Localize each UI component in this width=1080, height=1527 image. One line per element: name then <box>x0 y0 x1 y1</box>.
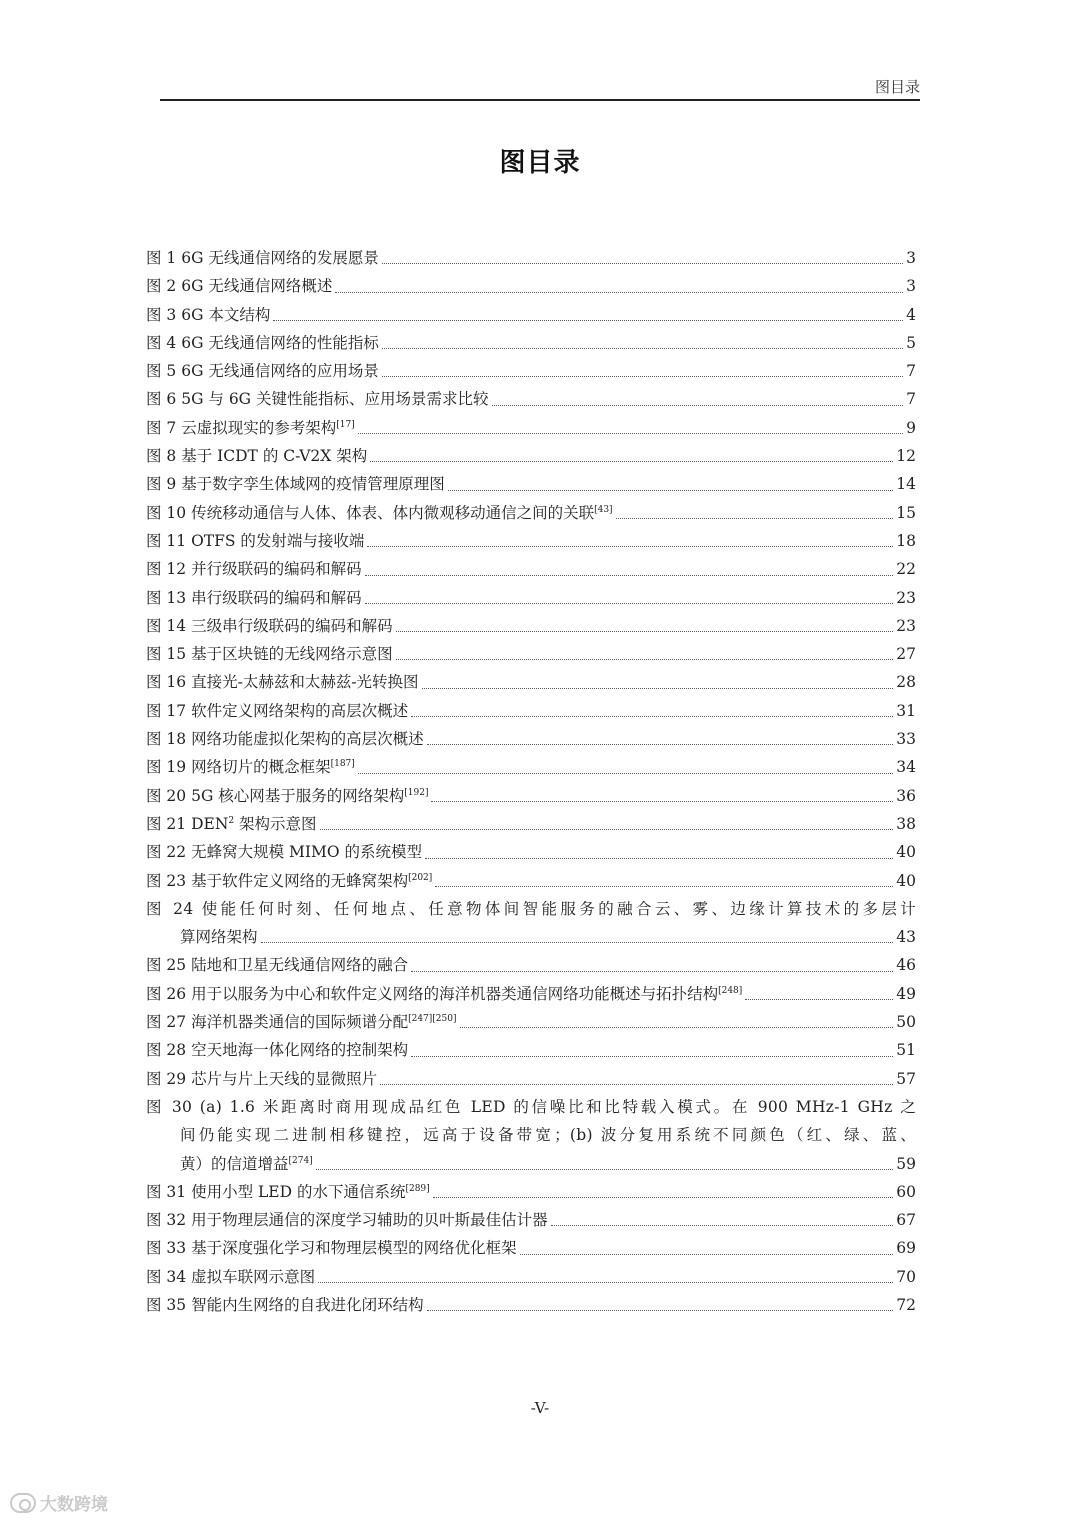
toc-entry-label: 图 29 芯片与片上天线的显微照片 <box>146 1069 378 1088</box>
toc-entry-label: 图 12 并行级联码的编码和解码 <box>146 560 362 579</box>
toc-entry[interactable] <box>146 357 916 385</box>
watermark <box>10 1490 108 1515</box>
toc-entry-page: 38 <box>896 814 916 833</box>
toc-entry[interactable] <box>146 1263 916 1291</box>
dot-leader <box>433 1197 894 1198</box>
toc-entry-label: 图 33 基于深度强化学习和物理层模型的网络优化框架 <box>146 1239 517 1258</box>
toc-entry-label: 图 23 基于软件定义网络的无蜂窝架构[202] <box>146 871 433 890</box>
dot-leader <box>396 631 894 632</box>
toc-entry-label: 图 35 智能内生网络的自我进化闭环结构 <box>146 1295 424 1314</box>
toc-entry-label: 图 22 无蜂窝大规模 MIMO 的系统模型 <box>146 843 423 862</box>
toc-entry[interactable] <box>146 1093 916 1178</box>
page-number: -V- <box>530 1399 550 1417</box>
toc-entry[interactable] <box>146 810 916 838</box>
toc-entry[interactable] <box>146 838 916 866</box>
toc-entry-page: 27 <box>896 645 916 664</box>
toc-entry[interactable] <box>146 555 916 583</box>
toc-entry-page: 22 <box>896 560 916 579</box>
dot-leader <box>318 1282 893 1283</box>
toc-entry-page: 40 <box>896 871 916 890</box>
toc-entry-label: 图 4 6G 无线通信网络的性能指标 <box>146 333 379 352</box>
dot-leader <box>370 461 893 462</box>
toc-entry-page: 69 <box>896 1239 916 1258</box>
dot-leader <box>365 603 894 604</box>
toc-entry-label: 图 25 陆地和卫星无线通信网络的融合 <box>146 956 409 975</box>
toc-entry-page: 33 <box>896 730 916 749</box>
toc-entry[interactable] <box>146 272 916 300</box>
dot-leader <box>411 1056 893 1057</box>
toc-entry-page: 3 <box>906 277 916 296</box>
dot-leader <box>427 1310 894 1311</box>
toc-entry-page: 49 <box>896 984 916 1003</box>
toc-entry[interactable] <box>146 385 916 413</box>
toc-entry[interactable] <box>146 329 916 357</box>
toc-entry-page: 15 <box>896 503 916 522</box>
toc-entry-page: 3 <box>906 249 916 267</box>
toc-entry-page: 36 <box>896 786 916 805</box>
toc-entry-page: 59 <box>896 1154 916 1173</box>
toc-entry[interactable] <box>146 414 916 442</box>
toc-entry[interactable] <box>146 470 916 498</box>
toc-entry-label: 图 2 6G 无线通信网络概述 <box>146 277 333 296</box>
toc-entry-page: 5 <box>906 333 916 352</box>
toc-entry[interactable] <box>146 527 916 555</box>
dot-leader <box>396 659 894 660</box>
toc-entry-page: 57 <box>896 1069 916 1088</box>
toc-entry[interactable] <box>146 1291 916 1319</box>
dot-leader <box>382 376 903 377</box>
toc-entry[interactable] <box>146 725 916 753</box>
toc-entry-label: 图 30 (a) 1.6 米距离时商用现成品红色 LED 的信噪比和比特载入模式。在 900 MHz-1 GHz 之 <box>146 1097 916 1116</box>
dot-leader <box>448 490 894 491</box>
dot-leader <box>382 348 903 349</box>
toc-entry[interactable] <box>146 668 916 696</box>
toc-entry-label: 黄）的信道增益[274] <box>180 1154 313 1173</box>
toc-entry-page: 12 <box>896 447 916 466</box>
toc-entry-page: 67 <box>896 1211 916 1230</box>
toc-entry[interactable] <box>146 697 916 725</box>
toc-entry-page: 72 <box>896 1295 916 1314</box>
toc-entry-label: 图 15 基于区块链的无线网络示意图 <box>146 645 393 664</box>
toc-entry[interactable] <box>146 1206 916 1234</box>
toc-entry-page: 9 <box>906 418 916 437</box>
toc-entry[interactable] <box>146 640 916 668</box>
dot-leader <box>551 1225 894 1226</box>
toc-entry-label: 图 10 传统移动通信与人体、体表、体内微观移动通信之间的关联[43] <box>146 503 613 522</box>
toc-entry-page: 23 <box>896 616 916 635</box>
toc-entry[interactable] <box>146 301 916 329</box>
toc-entry[interactable] <box>146 782 916 810</box>
toc-entry[interactable] <box>146 895 916 952</box>
toc-entry-label: 图 9 基于数字孪生体域网的疫情管理原理图 <box>146 475 445 494</box>
toc-entry[interactable] <box>146 584 916 612</box>
toc-entry-label: 图 18 网络功能虚拟化架构的高层次概述 <box>146 730 424 749</box>
brand-logo-icon <box>10 1493 36 1513</box>
toc-entry-label: 图 17 软件定义网络架构的高层次概述 <box>146 701 409 720</box>
toc-entry-label: 图 16 直接光-太赫兹和太赫兹-光转换图 <box>146 673 419 692</box>
toc-entry[interactable] <box>146 753 916 781</box>
dot-leader <box>365 575 894 576</box>
toc-entry-page: 51 <box>896 1041 916 1060</box>
toc-entry[interactable] <box>146 1065 916 1093</box>
dot-leader <box>435 886 893 887</box>
toc-entry-page: 34 <box>896 758 916 777</box>
toc-entry[interactable] <box>146 980 916 1008</box>
toc-entry-label: 图 28 空天地海一体化网络的控制架构 <box>146 1041 409 1060</box>
dot-leader <box>273 320 903 321</box>
toc-entry-label: 图 3 6G 本文结构 <box>146 305 271 324</box>
dot-leader <box>425 858 893 859</box>
toc-entry-label: 图 24 使能任何时刻、任何地点、任意物体间智能服务的融合云、雾、边缘计算技术的多层计 <box>146 899 916 918</box>
toc-entry-label: 图 19 网络切片的概念框架[187] <box>146 758 355 777</box>
toc-entry-label: 图 31 使用小型 LED 的水下通信系统[289] <box>146 1182 430 1201</box>
toc-entry-page: 43 <box>896 928 916 947</box>
toc-entry-label: 图 32 用于物理层通信的深度学习辅助的贝叶斯最佳估计器 <box>146 1211 548 1230</box>
toc-entry-label: 图 6 5G 与 6G 关键性能指标、应用场景需求比较 <box>146 390 489 409</box>
toc-entry-label: 图 21 DEN$^2$ 架构示意图 <box>146 814 317 833</box>
toc-entry-page: 31 <box>896 701 916 720</box>
toc-entry-label: 图 34 虚拟车联网示意图 <box>146 1267 316 1286</box>
dot-leader <box>335 292 903 293</box>
toc-entry-page: 28 <box>896 673 916 692</box>
dot-leader <box>616 518 894 519</box>
page-title: 图目录 <box>499 148 581 178</box>
toc-entry-label: 间仍能实现二进制相移键控，远高于设备带宽；(b) 波分复用系统不同颜色（红、绿、蓝、 <box>180 1126 916 1145</box>
toc-entry[interactable] <box>146 1234 916 1262</box>
toc-entry[interactable] <box>146 1036 916 1064</box>
toc-entry-label: 图 5 6G 无线通信网络的应用场景 <box>146 362 379 381</box>
toc-entry-label: 图 20 5G 核心网基于服务的网络架构[192] <box>146 786 429 805</box>
toc-entry-page: 7 <box>906 390 916 409</box>
toc-entry-page: 70 <box>896 1267 916 1286</box>
toc-entry-page: 40 <box>896 843 916 862</box>
watermark-text: 大数跨境 <box>40 1495 108 1515</box>
running-head: 图目录 <box>874 78 920 96</box>
figure-list <box>146 244 916 1319</box>
toc-entry-label: 图 27 海洋机器类通信的国际频谱分配[247][250] <box>146 1013 457 1032</box>
dot-leader <box>316 1169 894 1170</box>
toc-entry[interactable] <box>146 244 916 272</box>
dot-leader <box>358 433 903 434</box>
dot-leader <box>460 1027 894 1028</box>
toc-entry[interactable] <box>146 867 916 895</box>
toc-entry-page: 46 <box>896 956 916 975</box>
toc-entry-label: 图 11 OTFS 的发射端与接收端 <box>146 531 365 550</box>
toc-entry[interactable] <box>146 1178 916 1206</box>
dot-leader <box>358 773 893 774</box>
toc-entry-label: 图 13 串行级联码的编码和解码 <box>146 588 362 607</box>
dot-leader <box>261 942 894 943</box>
toc-entry[interactable] <box>146 1008 916 1036</box>
dot-leader <box>380 1084 893 1085</box>
toc-entry-page: 4 <box>906 305 916 324</box>
dot-leader <box>492 405 904 406</box>
toc-entry-page: 18 <box>896 531 916 550</box>
toc-entry[interactable] <box>146 612 916 640</box>
toc-entry-label: 图 26 用于以服务为中心和软件定义网络的海洋机器类通信网络功能概述与拓扑结构[248] <box>146 984 743 1003</box>
toc-entry[interactable] <box>146 499 916 527</box>
toc-entry-label: 图 1 6G 无线通信网络的发展愿景 <box>146 249 379 267</box>
dot-leader <box>367 546 893 547</box>
toc-entry-page: 23 <box>896 588 916 607</box>
dot-leader <box>382 263 903 264</box>
dot-leader <box>411 716 893 717</box>
toc-entry-label: 图 14 三级串行级联码的编码和解码 <box>146 616 393 635</box>
toc-entry-label: 图 7 云虚拟现实的参考架构[17] <box>146 418 355 437</box>
toc-entry[interactable] <box>146 951 916 979</box>
toc-entry-page: 60 <box>896 1182 916 1201</box>
toc-entry-label: 算网络架构 <box>180 928 258 947</box>
dot-leader <box>431 801 893 802</box>
toc-entry-page: 7 <box>906 362 916 381</box>
toc-entry[interactable] <box>146 442 916 470</box>
dot-leader <box>320 829 894 830</box>
dot-leader <box>422 688 894 689</box>
toc-entry-page: 14 <box>896 475 916 494</box>
dot-leader <box>745 999 893 1000</box>
dot-leader <box>427 744 894 745</box>
header-rule <box>160 99 920 101</box>
toc-entry-page: 50 <box>896 1013 916 1032</box>
dot-leader <box>520 1254 894 1255</box>
dot-leader <box>411 971 893 972</box>
toc-entry-label: 图 8 基于 ICDT 的 C-V2X 架构 <box>146 447 368 466</box>
